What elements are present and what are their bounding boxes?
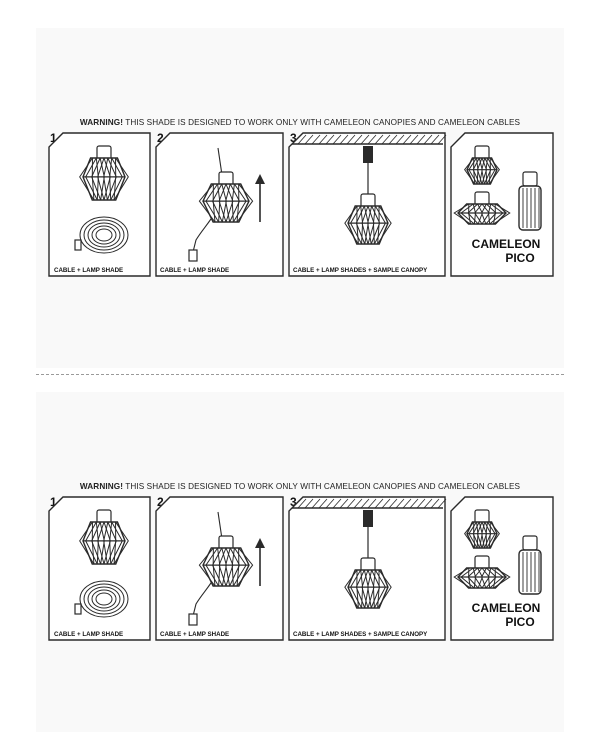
panel-3-caption: CABLE + LAMP SHADES + SAMPLE CANOPY [293, 631, 428, 638]
brand-name-line1: CAMELEON [471, 601, 541, 615]
panel-1-number: 1 [50, 495, 57, 509]
socket-shape [523, 172, 537, 186]
panel-2-number: 2 [157, 131, 164, 145]
panel-1-caption: CABLE + LAMP SHADE [54, 631, 124, 638]
panel-1-number: 1 [50, 131, 57, 145]
panel-3-caption: CABLE + LAMP SHADES + SAMPLE CANOPY [293, 267, 428, 274]
cylinder-outline [519, 550, 541, 594]
brand-name-line2: PICO [505, 615, 535, 629]
panel-2-number: 2 [157, 495, 164, 509]
panel-2-caption: CABLE + LAMP SHADE [160, 631, 230, 638]
brand-name-line2: PICO [505, 251, 535, 265]
panel-3-number: 3 [290, 495, 297, 509]
cylinder-outline [519, 186, 541, 230]
assembly-diagram-bottom [0, 364, 600, 739]
lamp-holder-shape [189, 250, 197, 261]
canopy-shape [363, 510, 373, 527]
socket-shape [523, 536, 537, 550]
panel-3-number: 3 [290, 131, 297, 145]
canopy-shape [363, 146, 373, 163]
warning-text-top: WARNING! THIS SHADE IS DESIGNED TO WORK ONLY WITH CAMELEON CANOPIES AND CAMELEON CABLES [79, 118, 521, 127]
lamp-holder-shape [75, 240, 81, 250]
brand-name-line1: CAMELEON [471, 237, 541, 251]
panel-1-caption: CABLE + LAMP SHADE [54, 267, 124, 274]
panel-2-caption: CABLE + LAMP SHADE [160, 267, 230, 274]
warning-text-bottom: WARNING! THIS SHADE IS DESIGNED TO WORK ONLY WITH CAMELEON CANOPIES AND CAMELEON CABLES [79, 482, 521, 491]
lamp-holder-shape [75, 604, 81, 614]
lamp-holder-shape [189, 614, 197, 625]
